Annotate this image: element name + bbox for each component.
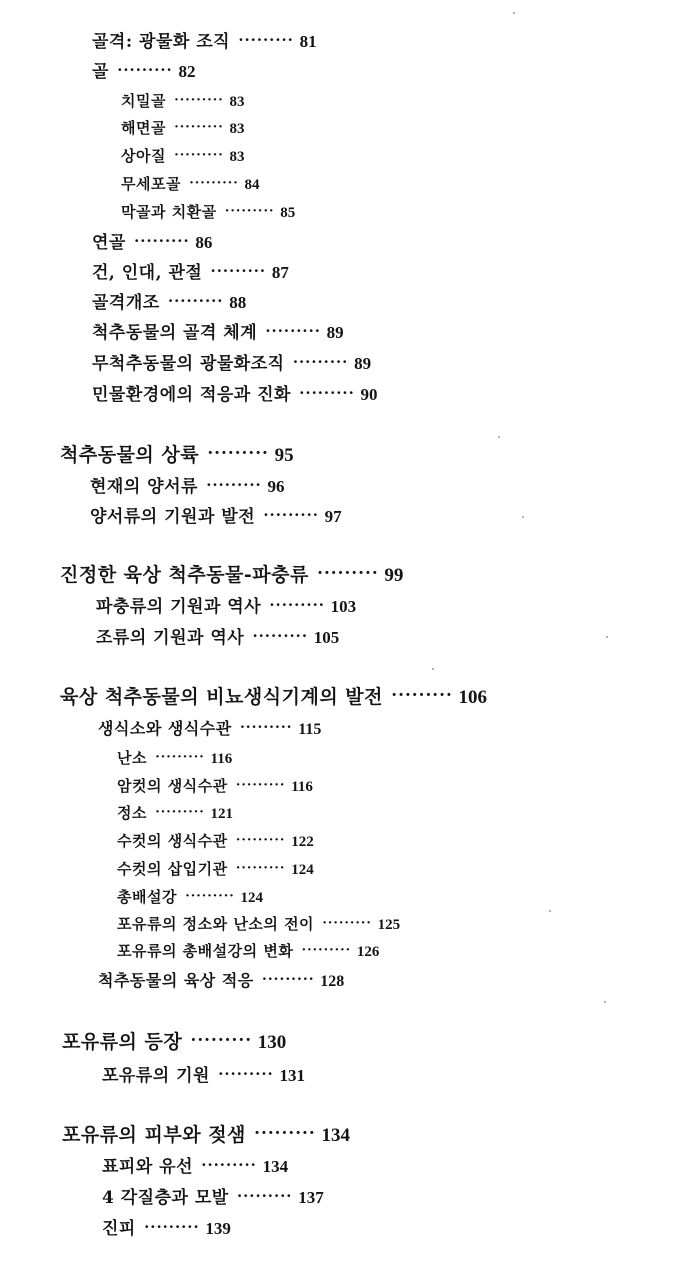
toc-entry-title: 육상 척추동물의 비뇨생식기계의 발전 <box>60 686 384 708</box>
toc-page-number: 84 <box>244 177 260 193</box>
toc-page-number: 85 <box>280 205 296 221</box>
toc-page-number: 89 <box>354 354 372 373</box>
toc-leader: ········· <box>210 261 266 280</box>
toc-entry-title: 조류의 기원과 역사 <box>96 628 245 648</box>
toc-entry-title: 상아질 <box>121 147 166 165</box>
toc-entry <box>102 1186 324 1208</box>
toc-chapter <box>62 1123 350 1146</box>
toc-entry-title: 난소 <box>117 749 147 767</box>
toc-entry-title: 현재의 양서류 <box>90 477 198 497</box>
toc-entry-title: 무척추동물의 광물화조직 <box>92 354 285 374</box>
toc-leader: ········· <box>239 719 293 736</box>
toc-entry <box>117 944 379 960</box>
toc-entry-title: 생식소와 생식수관 <box>98 719 232 738</box>
toc-entry <box>98 721 321 738</box>
toc-entry <box>98 973 344 990</box>
toc-leader: ········· <box>224 203 275 219</box>
toc-entry-title: 수컷의 삽입기관 <box>117 860 228 878</box>
toc-page-number: 83 <box>229 121 245 137</box>
toc-entry <box>121 149 245 165</box>
toc-page-number: 86 <box>195 233 213 252</box>
toc-page-number: 139 <box>205 1219 231 1238</box>
toc-entry-title: 건, 인대, 관절 <box>92 263 203 283</box>
toc-entry <box>117 862 314 878</box>
toc-page-number: 89 <box>326 323 344 342</box>
toc-entry-title: 민물환경에의 적응과 진화 <box>92 385 291 405</box>
toc-entry-title: 암컷의 생식수관 <box>117 777 228 795</box>
toc-page-number: 96 <box>267 477 285 496</box>
toc-entry-title: 무세포골 <box>121 175 181 193</box>
toc-entry-title: 포유류의 피부와 젖샘 <box>62 1124 246 1146</box>
toc-page-number: 130 <box>257 1032 287 1053</box>
toc-entry <box>92 261 289 283</box>
toc-page-number: 95 <box>274 445 294 466</box>
toc-page-number: 126 <box>356 944 380 960</box>
toc-entry <box>117 779 313 795</box>
toc-page-number: 83 <box>229 149 245 165</box>
toc-entry-title: 척추동물의 상륙 <box>60 444 200 466</box>
scan-speck <box>604 1001 606 1003</box>
toc-leader: ········· <box>322 915 372 931</box>
toc-entry-title: 연골 <box>92 233 126 253</box>
toc-entry <box>121 94 245 110</box>
toc-entry <box>102 1155 289 1177</box>
toc-page-number: 122 <box>291 834 314 850</box>
toc-entry-title: 진정한 육상 척추동물-파충류 <box>60 564 309 586</box>
toc-page-number: 106 <box>458 687 488 708</box>
toc-entry <box>92 60 196 82</box>
toc-chapter <box>62 1030 287 1053</box>
toc-entry-title: 양서류의 기원과 발전 <box>90 507 256 527</box>
toc-entry-title: 4 각질층과 모발 <box>102 1188 229 1208</box>
toc-leader: ········· <box>261 971 315 988</box>
toc-entry-title: 포유류의 기원 <box>102 1066 210 1086</box>
toc-entry-title: 치밀골 <box>121 92 166 110</box>
toc-entry <box>92 352 372 374</box>
toc-leader: ········· <box>265 321 321 340</box>
toc-leader: ········· <box>188 175 239 191</box>
toc-page-number: 121 <box>210 806 234 822</box>
toc-leader: ········· <box>154 749 205 765</box>
toc-page-number: 131 <box>279 1066 305 1085</box>
toc-entry <box>117 751 232 767</box>
toc-entry-title: 해면골 <box>121 119 166 137</box>
scan-speck <box>498 436 500 438</box>
toc-entry <box>102 1064 305 1086</box>
toc-leader: ········· <box>252 626 308 645</box>
toc-page-number: 125 <box>377 917 401 933</box>
toc-entry <box>92 231 213 253</box>
toc-page-number: 90 <box>360 385 378 404</box>
toc-leader: ········· <box>263 505 319 524</box>
toc-entry-title: 척추동물의 육상 적응 <box>98 971 254 990</box>
toc-entry <box>117 917 400 933</box>
toc-page-number: 81 <box>299 32 317 51</box>
toc-entry <box>121 121 245 137</box>
toc-entry <box>92 30 317 52</box>
toc-leader: ········· <box>217 1064 274 1083</box>
toc-leader: ········· <box>205 475 262 494</box>
toc-page-number: 124 <box>291 862 314 878</box>
toc-page-number: 83 <box>229 94 245 110</box>
toc-leader: ········· <box>154 804 205 820</box>
toc-leader: ········· <box>292 352 349 371</box>
toc-entry-title: 진피 <box>102 1219 136 1239</box>
toc-entry <box>90 475 285 497</box>
toc-page-number: 124 <box>240 890 263 906</box>
toc-leader: ········· <box>201 1155 257 1174</box>
toc-entry <box>92 291 247 313</box>
toc-entry <box>90 505 342 527</box>
toc-page-number: 87 <box>271 263 289 282</box>
toc-entry-title: 총배설강 <box>117 888 177 906</box>
toc-chapter <box>60 563 404 586</box>
toc-leader: ········· <box>207 443 269 464</box>
toc-leader: ········· <box>190 1030 252 1051</box>
toc-leader: ········· <box>301 942 351 958</box>
toc-leader: ········· <box>238 30 294 49</box>
toc-entry <box>96 595 357 617</box>
toc-page-number: 105 <box>313 628 340 647</box>
toc-page-number: 134 <box>321 1125 350 1146</box>
toc-page-number: 116 <box>291 779 313 795</box>
scan-speck <box>606 636 608 638</box>
toc-page-number: 134 <box>262 1157 289 1176</box>
toc-leader: ········· <box>184 888 235 904</box>
toc-leader: ········· <box>173 92 224 108</box>
toc-page-number: 116 <box>210 751 233 767</box>
toc-chapter <box>60 443 294 466</box>
toc-entry-title: 골격개조 <box>92 293 160 313</box>
toc-leader: ········· <box>235 832 286 848</box>
toc-chapter <box>60 685 488 708</box>
toc-leader: ········· <box>133 231 190 250</box>
toc-entry <box>92 321 344 343</box>
toc-entry <box>92 383 378 405</box>
toc-page-number: 97 <box>324 507 342 526</box>
toc-leader: ········· <box>167 291 224 310</box>
toc-leader: ········· <box>236 1186 293 1205</box>
toc-leader: ········· <box>116 60 173 79</box>
toc-leader: ········· <box>173 147 224 163</box>
toc-leader: ········· <box>235 777 286 793</box>
toc-entry-title: 골격: 광물화 조직 <box>92 32 231 52</box>
toc-page-number: 137 <box>298 1188 324 1207</box>
toc-leader: ········· <box>298 383 355 402</box>
toc-entry-title: 파충류의 기원과 역사 <box>96 597 262 617</box>
toc-entry-title: 포유류의 총배설강의 변화 <box>117 942 294 960</box>
toc-page-number: 88 <box>229 293 247 312</box>
toc-leader: ········· <box>173 119 224 135</box>
toc-leader: ········· <box>253 1123 316 1144</box>
toc-entry-title: 포유류의 등장 <box>62 1031 183 1053</box>
toc-leader: ········· <box>269 595 325 614</box>
scan-speck <box>549 910 551 912</box>
toc-leader: ········· <box>143 1217 200 1236</box>
toc-leader: ········· <box>391 685 453 706</box>
scan-speck <box>522 516 524 518</box>
scan-speck <box>432 668 434 670</box>
toc-entry <box>102 1217 231 1239</box>
scan-speck <box>513 12 515 14</box>
toc-leader: ········· <box>316 563 379 584</box>
toc-page-number: 115 <box>298 721 322 738</box>
toc-entry-title: 정소 <box>117 804 147 822</box>
toc-page-number: 82 <box>178 62 196 81</box>
toc-entry-title: 막골과 치환골 <box>121 203 217 221</box>
toc-entry-title: 포유류의 정소와 난소의 전이 <box>117 915 315 933</box>
toc-entry <box>121 177 260 193</box>
toc-entry <box>117 890 263 906</box>
toc-page-number: 99 <box>384 565 404 586</box>
toc-leader: ········· <box>235 860 286 876</box>
toc-entry-title: 수컷의 생식수관 <box>117 832 228 850</box>
toc-entry-title: 골 <box>92 62 109 82</box>
toc-page-number: 128 <box>320 973 345 990</box>
toc-entry <box>96 626 340 648</box>
toc-entry-title: 척추동물의 골격 체계 <box>92 323 258 343</box>
toc-entry <box>117 806 233 822</box>
toc-entry <box>117 834 314 850</box>
toc-entry <box>121 205 295 221</box>
toc-entry-title: 표피와 유선 <box>102 1157 194 1177</box>
toc-page-number: 103 <box>330 597 357 616</box>
